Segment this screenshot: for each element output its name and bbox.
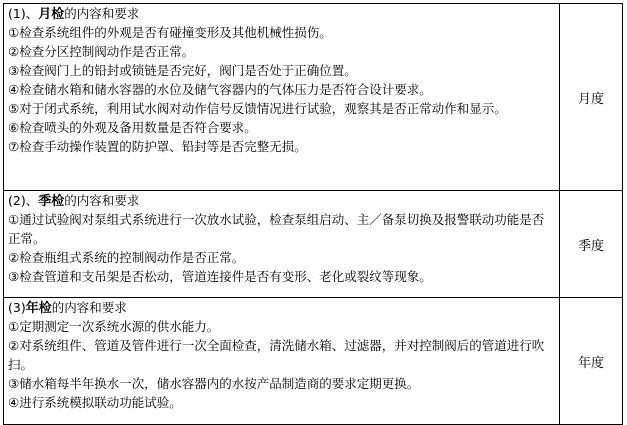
monthly-item-1: ①检查系统组件的外观是否有碰撞变形及其他机械性损伤。	[8, 25, 332, 40]
monthly-item-5: ⑤对于闭式系统，利用试水阀对动作信号反馈情况进行试验，观察其是否正常动作和显示。	[8, 101, 507, 116]
monthly-section-title: (1)、月检的内容和要求	[8, 6, 140, 22]
yearly-item-2: ②对系统组件、管道及管件进行一次全面检查，清洗储水箱、过滤器，并对控制阀后的管道进行吹扫。	[8, 338, 545, 372]
quarterly-item-1: ①通过试验阀对泵组式系统进行一次放水试验，检查泵组启动、主／备泵切换及报警联动功能是否正常。	[8, 212, 545, 246]
monthly-item-6: ⑥检查喷头的外观及备用数量是否符合要求。	[8, 120, 257, 135]
monthly-period-cell: 月度	[560, 4, 623, 191]
monthly-item-4: ④检查储水箱和储水容器的水位及储气容器内的气体压力是否符合设计要求。	[8, 82, 432, 97]
monthly-item-3: ③检查阀门上的铅封或锁链是否完好，阀门是否处于正确位置。	[8, 63, 357, 78]
quarterly-item-2: ②检查瓶组式系统的控制阀动作是否正常。	[8, 250, 245, 265]
table-row-quarterly	[4, 191, 623, 298]
yearly-section-title: (3)年检的内容和要求	[8, 300, 127, 316]
quarterly-section-title: (2)、季检的内容和要求	[8, 193, 140, 209]
yearly-period-cell: 年度	[560, 298, 623, 425]
quarterly-content-cell	[4, 191, 560, 298]
monthly-item-7: ⑦检查手动操作装置的防护罩、铅封等是否完整无损。	[8, 139, 307, 154]
monthly-item-2: ②检查分区控制阀动作是否正常。	[8, 44, 195, 59]
yearly-keyword: 年检	[25, 301, 52, 316]
monthly-content-cell	[4, 4, 560, 191]
yearly-item-4: ④进行系统模拟联动功能试验。	[8, 395, 182, 410]
monthly-keyword: 月检	[38, 7, 65, 22]
quarterly-keyword: 季检	[38, 194, 65, 209]
table-row-monthly	[4, 4, 623, 191]
yearly-content-cell	[4, 298, 560, 425]
quarterly-item-3: ③检查管道和支吊架是否松动，管道连接件是否有变形、老化或裂纹等现象。	[8, 269, 432, 284]
yearly-item-1: ①定期测定一次系统水源的供水能力。	[8, 319, 220, 334]
yearly-item-3: ③储水箱每半年换水一次，储水容器内的水按产品制造商的要求定期更换。	[8, 376, 420, 391]
table-row-yearly	[4, 298, 623, 425]
inspection-table	[3, 3, 623, 425]
quarterly-period-cell: 季度	[560, 191, 623, 298]
